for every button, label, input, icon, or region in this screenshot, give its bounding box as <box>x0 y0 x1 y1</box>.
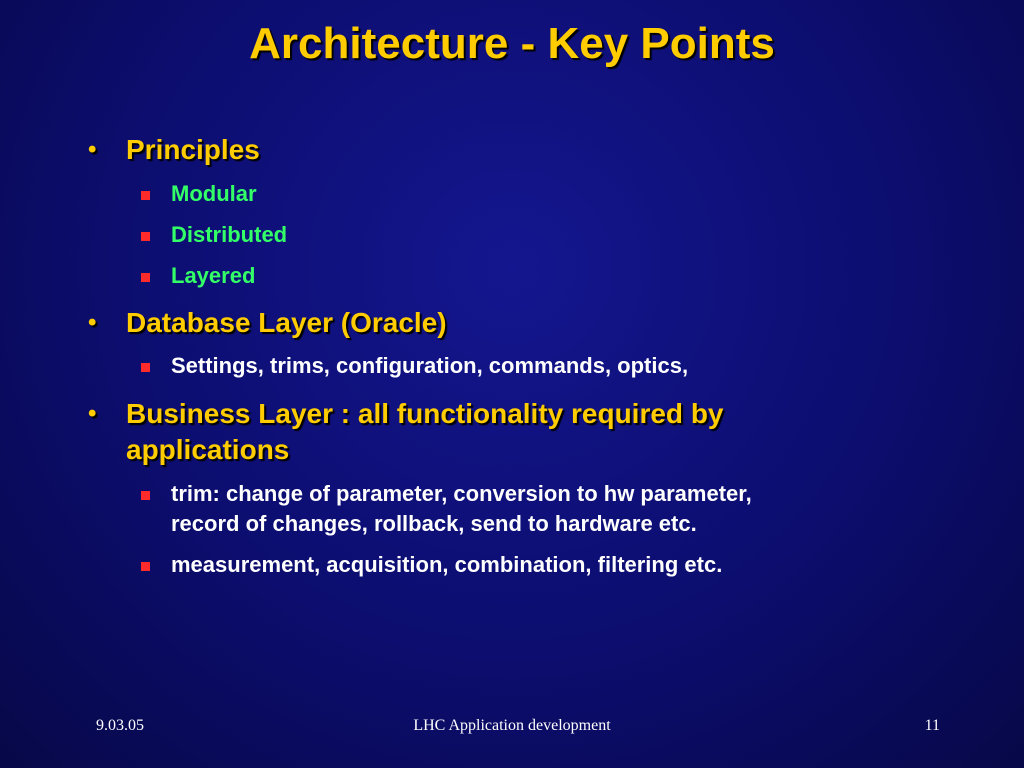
footer-title: LHC Application development <box>413 717 611 734</box>
square-bullet-icon <box>141 232 150 241</box>
square-bullet-icon <box>141 363 150 372</box>
square-bullet-icon <box>141 273 150 282</box>
footer-date: 9.03.05 <box>96 717 144 734</box>
bullet-text-line1: Business Layer : all functionality required by <box>126 398 724 429</box>
square-bullet-icon <box>141 191 150 200</box>
bullet-dot-icon: • <box>88 309 97 336</box>
footer-page-number: 11 <box>924 717 940 734</box>
subitem-text-line1: trim: change of parameter, conversion to hw parameter, <box>171 481 752 506</box>
bullet-text: Database Layer (Oracle) <box>126 307 447 338</box>
bullet-text: Principles <box>126 134 260 165</box>
bullet-dot-icon: • <box>88 400 97 427</box>
subitem-text: Modular <box>171 181 257 206</box>
subitem-text: Distributed <box>171 222 288 247</box>
square-bullet-icon <box>141 562 150 571</box>
bullet-dot-icon: • <box>88 136 97 163</box>
square-bullet-icon <box>141 491 150 500</box>
subitem-text: Layered <box>171 263 256 288</box>
subitem-text-line2: record of changes, rollback, send to hardware etc. <box>171 511 697 536</box>
subitem-text: measurement, acquisition, combination, filtering etc. <box>171 552 723 577</box>
subitem-text: Settings, trims, configuration, commands, optics, <box>171 353 689 378</box>
slide-title: Architecture - Key Points <box>249 19 775 68</box>
bullet-text-line2: applications <box>126 434 290 465</box>
